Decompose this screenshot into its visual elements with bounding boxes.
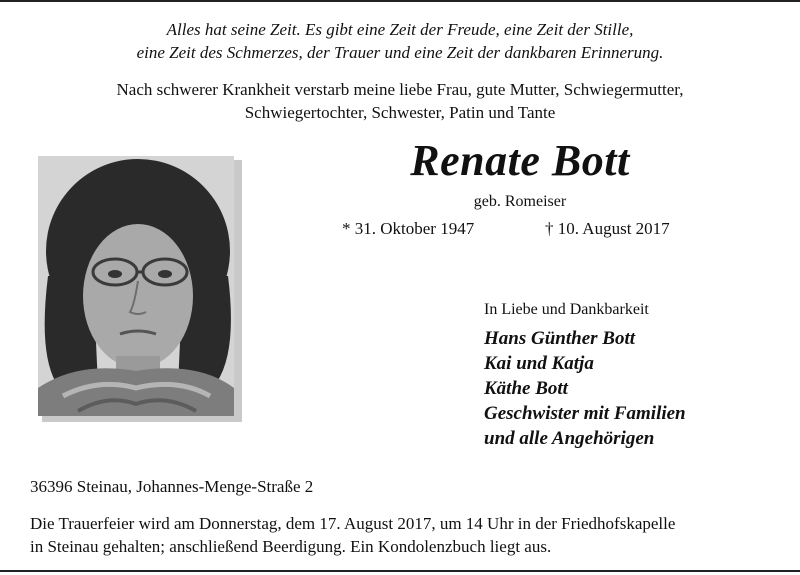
mourner-name: Kai und Katja (484, 353, 594, 374)
service-line-2: in Steinau gehalten; anschließend Beerdigung. Ein Kondolenzbuch liegt aus. (30, 537, 552, 556)
service-info (30, 512, 790, 558)
service-line-1: Die Trauerfeier wird am Donnerstag, dem 17. August 2017, um 14 Uhr in der Friedhofskapelle (30, 514, 676, 533)
death-date: † 10. August 2017 (545, 219, 670, 238)
mourners-list (484, 326, 686, 451)
intro-line-2: Schwiegertochter, Schwester, Patin und Tante (244, 103, 556, 122)
mourners-intro: In Liebe und Dankbarkeit (484, 301, 649, 318)
top-border (0, 0, 800, 2)
portrait-photo (38, 156, 234, 416)
intro-text (0, 78, 800, 124)
birth-date: * 31. Oktober 1947 (342, 219, 475, 238)
mourner-name: und alle Angehörigen (484, 428, 655, 449)
mourner-name: Geschwister mit Familien (484, 403, 686, 424)
quote-line-1: Alles hat seine Zeit. Es gibt eine Zeit der Freude, eine Zeit der Stille, (166, 20, 634, 39)
mourner-name: Hans Günther Bott (484, 328, 635, 349)
maiden-name: geb. Romeiser (473, 193, 567, 210)
deceased-name: Renate Bott (410, 136, 630, 185)
quote-line-2: eine Zeit des Schmerzes, der Trauer und eine Zeit der dankbaren Erinnerung. (136, 43, 664, 62)
opening-quote (0, 18, 800, 64)
mourner-name: Käthe Bott (484, 378, 568, 399)
bottom-border (0, 570, 800, 572)
portrait-photo-icon (38, 156, 234, 416)
intro-line-1: Nach schwerer Krankheit verstarb meine liebe Frau, gute Mutter, Schwiegermutter, (116, 80, 684, 99)
address: 36396 Steinau, Johannes-Menge-Straße 2 (30, 477, 314, 496)
